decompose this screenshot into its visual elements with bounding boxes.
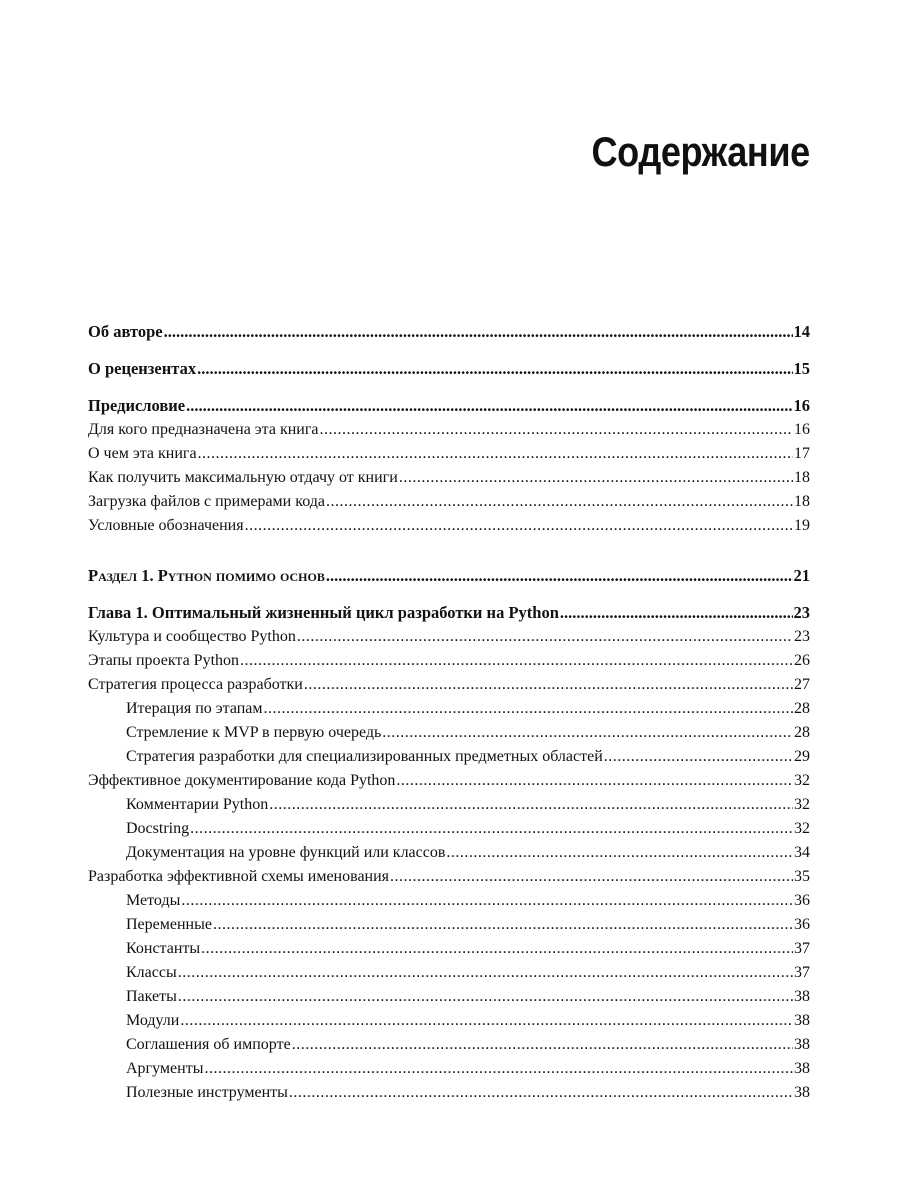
entry-leader-dots [604,745,793,769]
entry-page-number: 28 [794,700,810,717]
toc-entry-reviewers[interactable] [88,357,810,381]
entry-leader-dots [186,394,792,418]
entry-leader-dots [292,1033,793,1057]
toc-entry-naming[interactable] [88,865,810,889]
entry-page-number: 38 [794,1084,810,1101]
toc-entry-get-most[interactable] [88,466,810,490]
entry-label: Условные обозначения [88,517,244,534]
toc-entry-book-contents[interactable] [88,442,810,466]
entry-label: Культура и сообщество Python [88,628,296,645]
entry-label: Константы [126,940,201,957]
entry-page-number: 32 [794,796,810,813]
entry-page-number: 16 [794,421,810,438]
entry-page-number: 28 [794,724,810,741]
entry-leader-dots [178,961,793,985]
entry-leader-dots [201,937,793,961]
entry-leader-dots [289,1081,793,1105]
entry-label: Стратегия процесса разработки [88,676,303,693]
entry-leader-dots [297,625,793,649]
entry-leader-dots [240,649,793,673]
entry-page-number: 34 [794,844,810,861]
toc-entry-classes[interactable] [88,961,810,985]
entry-leader-dots [198,442,793,466]
toc-entry-arguments[interactable] [88,1057,810,1081]
entry-leader-dots [180,1009,793,1033]
toc-entry-download-code[interactable] [88,490,810,514]
entry-leader-dots [320,418,793,442]
entry-label: Раздел 1. Python помимо основ [88,566,325,585]
entry-page-number: 17 [794,445,810,462]
table-of-contents [88,320,810,1105]
entry-label: Для кого предназначена эта книга [88,421,319,438]
entry-label: Эффективное документирование кода Python [88,772,396,789]
toc-entry-iteration[interactable] [88,697,810,721]
entry-label: Пакеты [126,988,177,1005]
page-title: Содержание [591,128,810,175]
entry-page-number: 38 [794,988,810,1005]
entry-leader-dots [269,793,793,817]
entry-leader-dots [304,673,793,697]
entry-page-number: 26 [794,652,810,669]
toc-entry-import-conventions[interactable] [88,1033,810,1057]
entry-page-number: 16 [793,396,810,415]
entry-label: Стратегия разработки для специализированных предметных областей [126,748,603,765]
entry-leader-dots [197,357,792,381]
entry-label: Этапы проекта Python [88,652,240,669]
entry-label: О рецензентах [88,359,197,378]
entry-page-number: 18 [794,469,810,486]
entry-label: Документация на уровне функций или классов [126,844,446,861]
entry-page-number: 18 [794,493,810,510]
toc-entry-docstring[interactable] [88,817,810,841]
toc-entry-packages[interactable] [88,985,810,1009]
toc-entry-variables[interactable] [88,913,810,937]
entry-label: Переменные [126,916,212,933]
entry-label: Глава 1. Оптимальный жизненный цикл разработки на Python [88,603,559,622]
entry-leader-dots [245,514,793,538]
entry-page-number: 21 [793,566,810,585]
entry-label: Предисловие [88,396,186,415]
toc-entry-tools[interactable] [88,1081,810,1105]
entry-leader-dots [190,817,793,841]
entry-label: Docstring [126,820,190,837]
entry-page-number: 38 [794,1012,810,1029]
toc-entry-methods[interactable] [88,889,810,913]
entry-label: Методы [126,892,181,909]
toc-entry-modules[interactable] [88,1009,810,1033]
toc-entry-section-1[interactable] [88,564,810,588]
entry-label: Аргументы [126,1060,204,1077]
entry-leader-dots [560,601,793,625]
entry-label: Об авторе [88,322,163,341]
toc-entry-constants[interactable] [88,937,810,961]
toc-entry-conventions[interactable] [88,514,810,538]
entry-label: Как получить максимальную отдачу от книги [88,469,398,486]
entry-label: Полезные инструменты [126,1084,288,1101]
entry-page-number: 38 [794,1036,810,1053]
toc-entry-dev-strategy[interactable] [88,673,810,697]
entry-leader-dots [396,769,793,793]
entry-page-number: 14 [793,322,810,341]
toc-entry-comments[interactable] [88,793,810,817]
entry-label: Разработка эффективной схемы именования [88,868,390,885]
entry-leader-dots [164,320,793,344]
toc-entry-preface[interactable] [88,394,810,418]
entry-leader-dots [326,490,793,514]
entry-page-number: 37 [794,964,810,981]
toc-entry-function-docs[interactable] [88,841,810,865]
entry-page-number: 32 [794,772,810,789]
toc-entry-documenting[interactable] [88,769,810,793]
toc-entry-domain-strategy[interactable] [88,745,810,769]
entry-label: О чем эта книга [88,445,197,462]
entry-page-number: 19 [794,517,810,534]
entry-page-number: 36 [794,916,810,933]
toc-entry-mvp[interactable] [88,721,810,745]
entry-page-number: 32 [794,820,810,837]
entry-label: Загрузка файлов с примерами кода [88,493,325,510]
entry-page-number: 23 [794,628,810,645]
entry-label: Стремление к MVP в первую очередь [126,724,382,741]
toc-entry-project-stages[interactable] [88,649,810,673]
entry-leader-dots [178,985,793,1009]
entry-label: Модули [126,1012,180,1029]
entry-label: Классы [126,964,177,981]
entry-leader-dots [213,913,793,937]
entry-page-number: 23 [793,603,810,622]
entry-leader-dots [390,865,793,889]
entry-page-number: 29 [794,748,810,765]
toc-entry-culture[interactable] [88,625,810,649]
entry-label: Итерация по этапам [126,700,263,717]
entry-page-number: 38 [794,1060,810,1077]
entry-leader-dots [204,1057,793,1081]
toc-entry-about-author[interactable] [88,320,810,344]
entry-page-number: 36 [794,892,810,909]
entry-label: Соглашения об импорте [126,1036,291,1053]
entry-page-number: 27 [794,676,810,693]
toc-entry-chapter-1[interactable] [88,601,810,625]
toc-entry-audience[interactable] [88,418,810,442]
entry-leader-dots [181,889,793,913]
entry-page-number: 35 [794,868,810,885]
entry-leader-dots [326,564,793,588]
entry-page-number: 15 [793,359,810,378]
entry-leader-dots [399,466,793,490]
entry-label: Комментарии Python [126,796,269,813]
entry-leader-dots [382,721,793,745]
entry-leader-dots [264,697,793,721]
entry-page-number: 37 [794,940,810,957]
entry-leader-dots [446,841,793,865]
